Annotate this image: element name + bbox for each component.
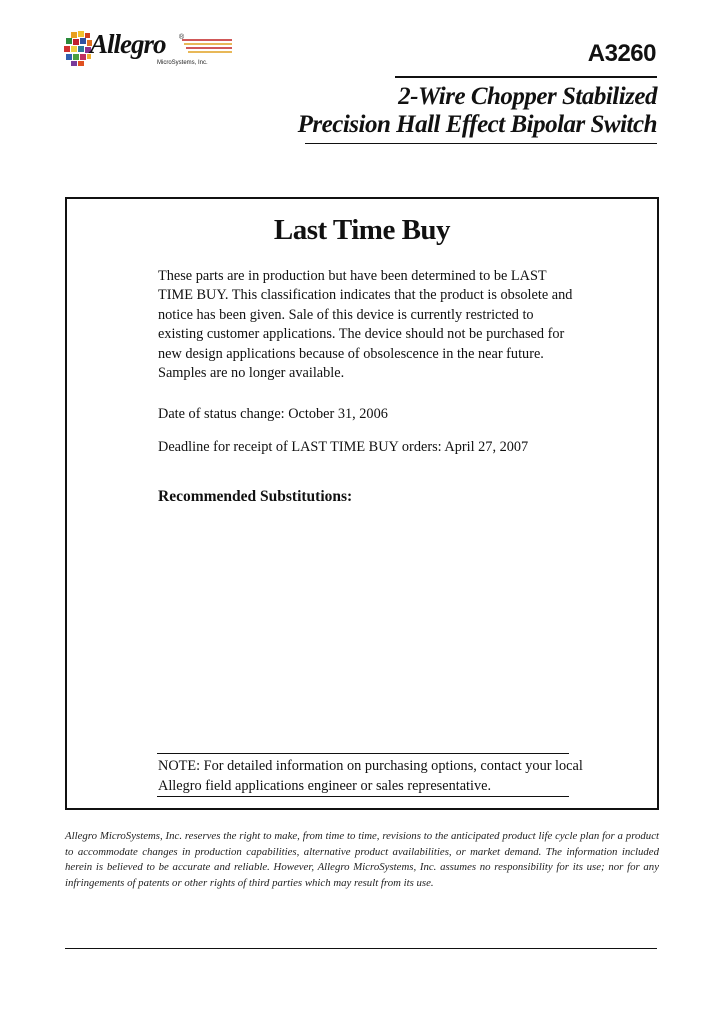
status-change-date: Date of status change: October 31, 2006 bbox=[158, 406, 388, 422]
substitutions-heading: Recommended Substitutions: bbox=[158, 488, 353, 505]
logo-wordmark: Allegro bbox=[90, 29, 166, 59]
logo-subtitle: MicroSystems, Inc. bbox=[157, 60, 208, 66]
last-time-buy-notice bbox=[65, 197, 659, 810]
note-divider-bottom bbox=[157, 796, 569, 797]
part-number: A3260 bbox=[587, 40, 656, 67]
order-deadline: Deadline for receipt of LAST TIME BUY orders: April 27, 2007 bbox=[158, 439, 529, 455]
logo-lines-icon bbox=[178, 38, 234, 58]
note-divider-top bbox=[157, 753, 569, 754]
document-title-line-1: 2-Wire Chopper Stabilized bbox=[398, 83, 657, 110]
allegro-logo bbox=[62, 28, 232, 76]
header-divider bbox=[395, 76, 657, 78]
title-divider bbox=[305, 143, 657, 144]
document-title-line-2: Precision Hall Effect Bipolar Switch bbox=[297, 111, 657, 138]
purchasing-note: NOTE: For detailed information on purchasing options, contact your local Allegro field applications engineer or sales representative. bbox=[158, 758, 583, 794]
registered-mark: ® bbox=[179, 34, 185, 41]
notice-paragraph: These parts are in production but have been determined to be LAST TIME BUY. This classification indicates that the product is obsolete and notice has been given. Sale of this device is currently restricted to existing customer applications. The device should not be purchased for new design applications because of obsolescence in the near future. Samples are no longer available. bbox=[158, 268, 573, 382]
footer-divider bbox=[65, 948, 657, 949]
legal-disclaimer: Allegro MicroSystems, Inc. reserves the right to make, from time to time, revisions to the anticipated product life cycle plan for a product to accommodate changes in production capabilities, alternative product availabilities, or market demand. The information included herein is believed to be accurate and reliable. However, Allegro MicroSystems, Inc. assumes no responsibility for its use; nor for any infringements of patents or other rights of third parties which may result from its use. bbox=[65, 830, 659, 889]
notice-heading: Last Time Buy bbox=[273, 214, 451, 246]
